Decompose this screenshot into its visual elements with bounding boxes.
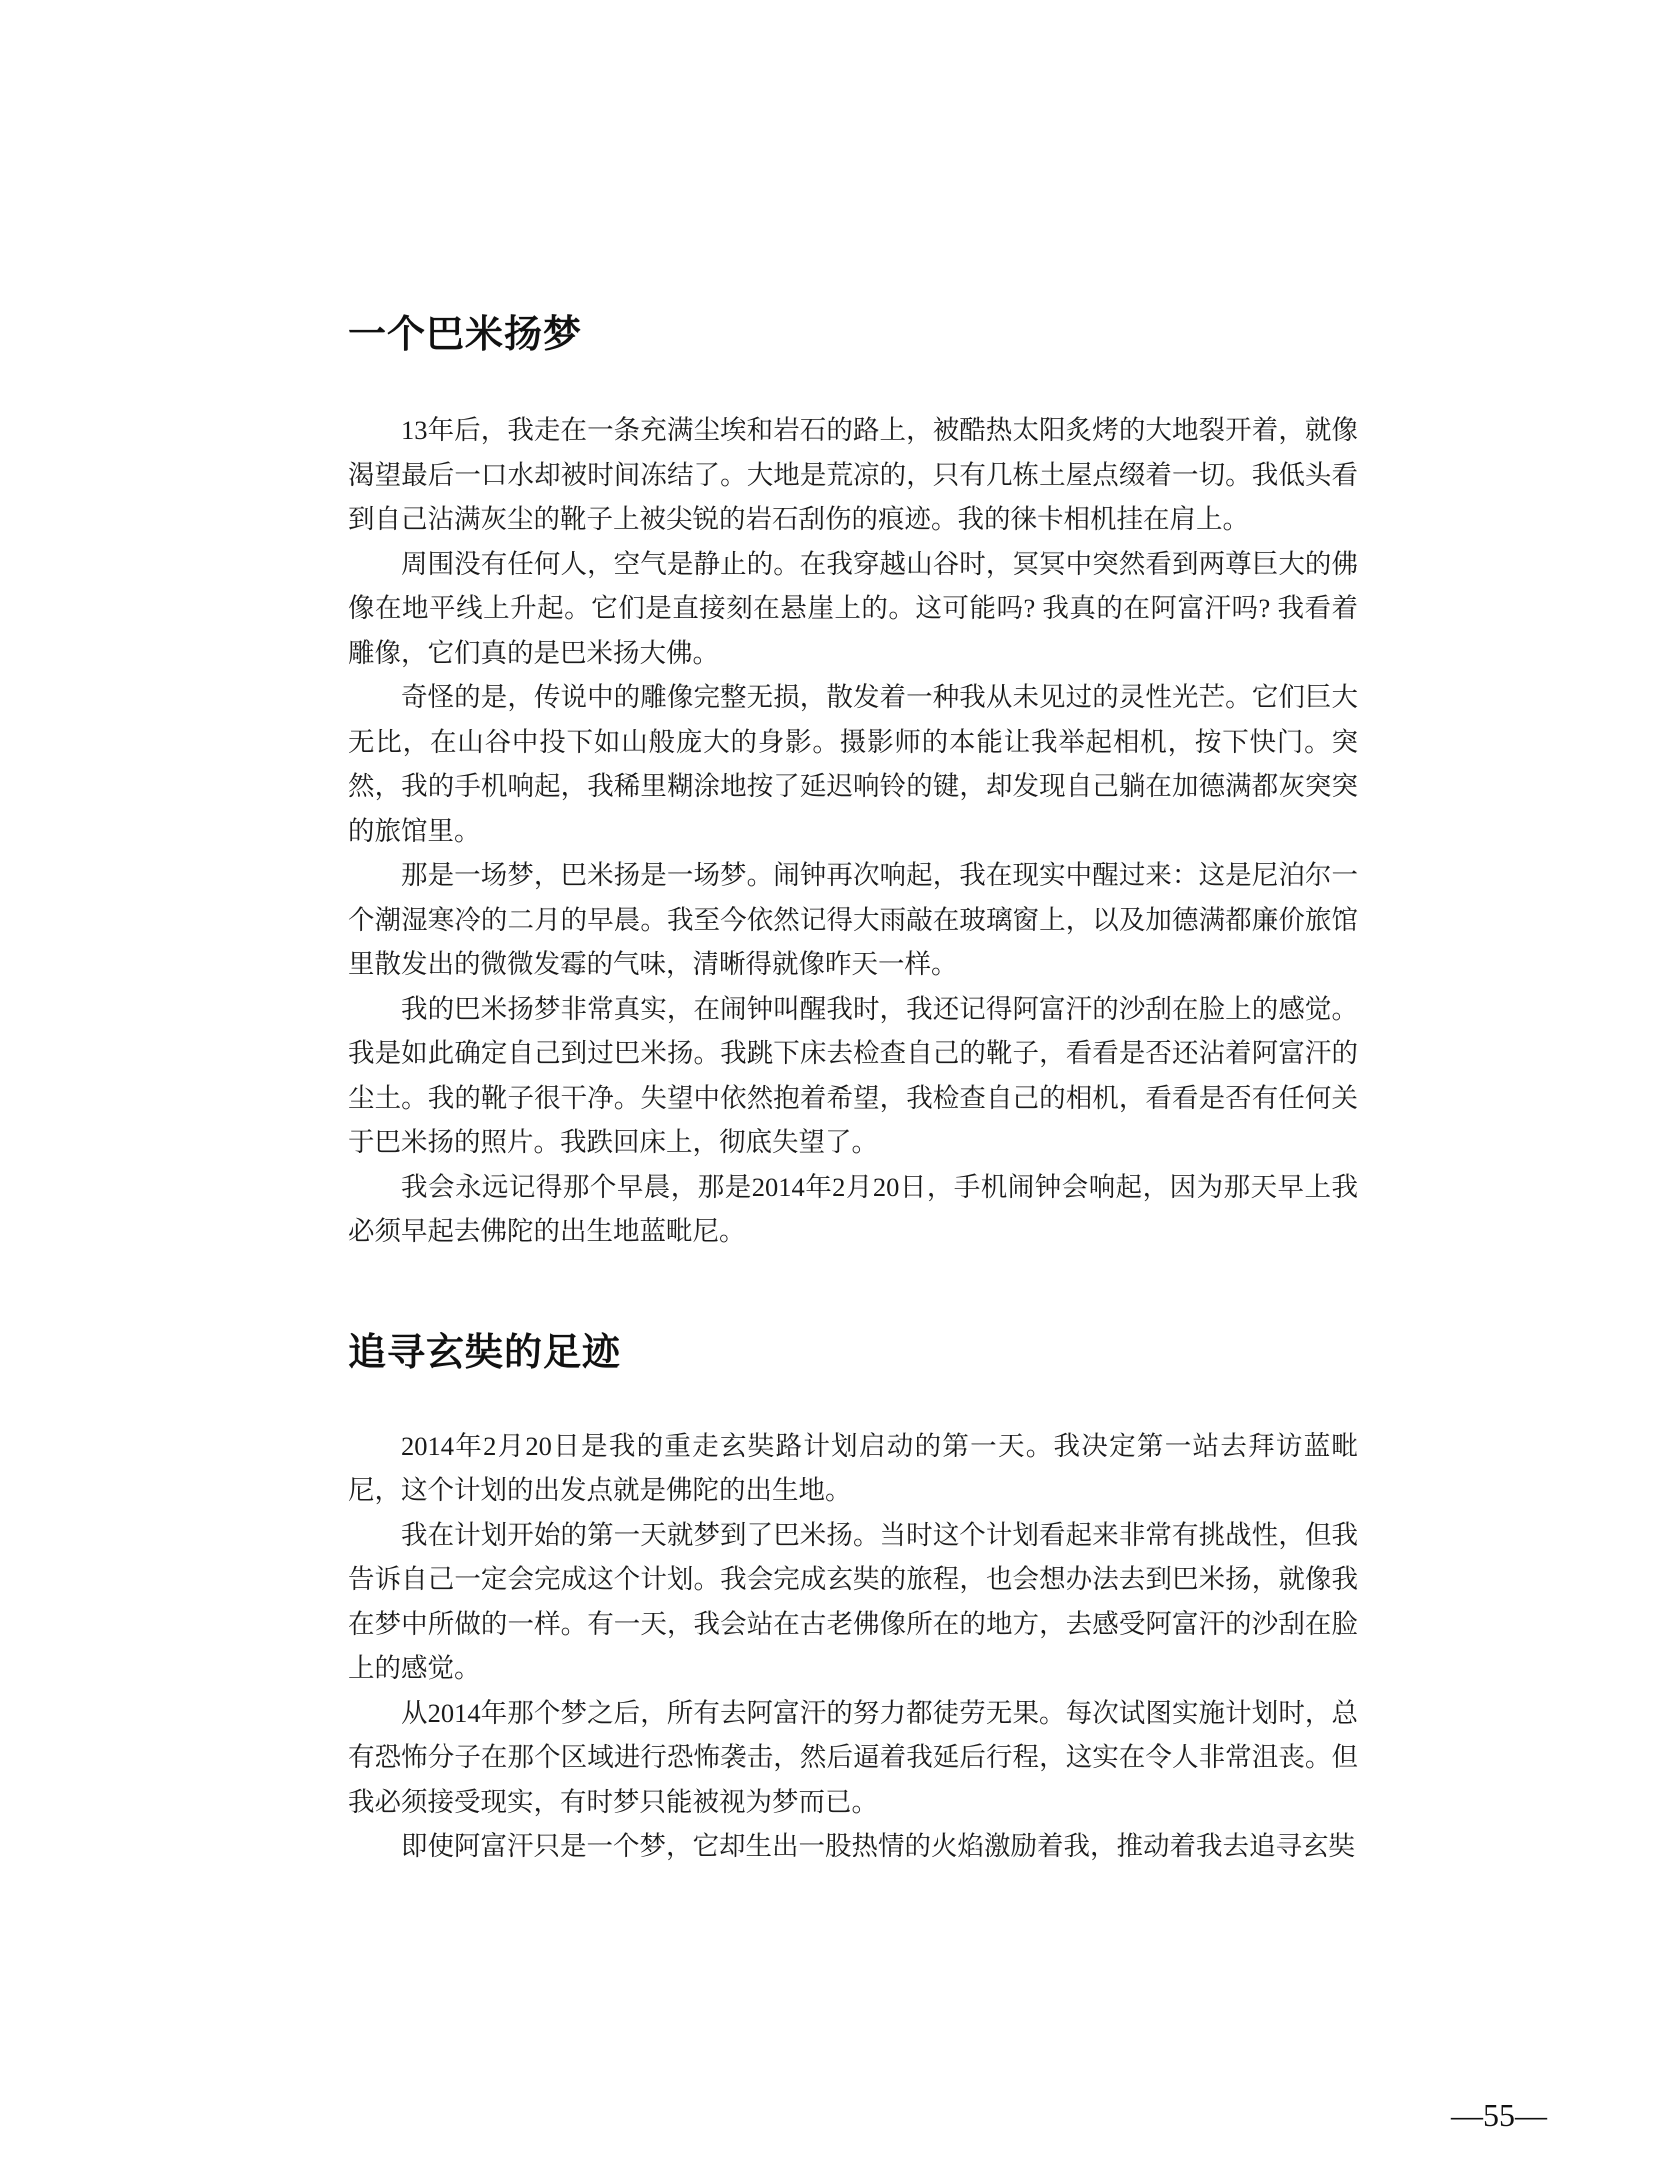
paragraph: 13年后，我走在一条充满尘埃和岩石的路上，被酷热太阳炙烤的大地裂开着，就像渴望最后一口水却被时间冻结了。大地是荒凉的，只有几栋土屋点缀着一切。我低头看到自己沾满灰尘的靴子上被尖锐的岩石刮伤的痕迹。我的徕卡相机挂在肩上。 (348, 415, 1358, 534)
section-heading-bamiyan-dream: 一个巴米扬梦 (348, 314, 583, 356)
section-bamiyan-dream (348, 312, 1358, 1254)
page-number: —55— (1451, 2097, 1547, 2133)
paragraph: 我在计划开始的第一天就梦到了巴米扬。当时这个计划看起来非常有挑战性，但我告诉自己一定会完成这个计划。我会完成玄奘的旅程，也会想办法去到巴米扬，就像我在梦中所做的一样。有一天，我会站在古老佛像所在的地方，去感受阿富汗的沙刮在脸上的感觉。 (348, 1519, 1358, 1683)
section-heading-xuanzang-footsteps: 追寻玄奘的足迹 (348, 1331, 622, 1374)
text-block (348, 0, 1358, 1869)
paragraph: 我会永远记得那个早晨，那是2014年2月20日，手机闹钟会响起，因为那天早上我必须早起去佛陀的出生地蓝毗尼。 (348, 1171, 1358, 1246)
paragraph: 我的巴米扬梦非常真实，在闹钟叫醒我时，我还记得阿富汗的沙刮在脸上的感觉。我是如此确定自己到过巴米扬。我跳下床去检查自己的靴子，看看是否还沾着阿富汗的尘土。我的靴子很干净。失望中依然抱着希望，我检查自己的相机，看看是否有任何关于巴米扬的照片。我跌回床上，彻底失望了。 (348, 993, 1358, 1157)
paragraph: 周围没有任何人，空气是静止的。在我穿越山谷时，冥冥中突然看到两尊巨大的佛像在地平线上升起。它们是直接刻在悬崖上的。这可能吗? 我真的在阿富汗吗? 我看着雕像，它们真的是巴米扬大佛。 (348, 548, 1358, 668)
paragraph: 那是一场梦，巴米扬是一场梦。闹钟再次响起，我在现实中醒过来：这是尼泊尔一个潮湿寒冷的二月的早晨。我至今依然记得大雨敲在玻璃窗上，以及加德满都廉价旅馆里散发出的微微发霉的气味，清晰得就像昨天一样。 (348, 860, 1358, 979)
paragraph: 奇怪的是，传说中的雕像完整无损，散发着一种我从未见过的灵性光芒。它们巨大无比，在山谷中投下如山般庞大的身影。摄影师的本能让我举起相机，按下快门。突然，我的手机响起，我稀里糊涂地按了延迟响铃的键，却发现自己躺在加德满都灰突突的旅馆里。 (348, 682, 1358, 846)
paragraph: 即使阿富汗只是一个梦，它却生出一股热情的火焰激励着我，推动着我去追寻玄奘 (401, 1831, 1355, 1861)
paragraph: 2014年2月20日是我的重走玄奘路计划启动的第一天。我决定第一站去拜访蓝毗尼，这个计划的出发点就是佛陀的出生地。 (348, 1430, 1358, 1505)
section-xuanzang-footsteps (348, 1330, 1358, 1869)
paragraph: 从2014年那个梦之后，所有去阿富汗的努力都徒劳无果。每次试图实施计划时，总有恐怖分子在那个区域进行恐怖袭击，然后逼着我延后行程，这实在令人非常沮丧。但我必须接受现实，有时梦只能被视为梦而已。 (348, 1697, 1358, 1817)
